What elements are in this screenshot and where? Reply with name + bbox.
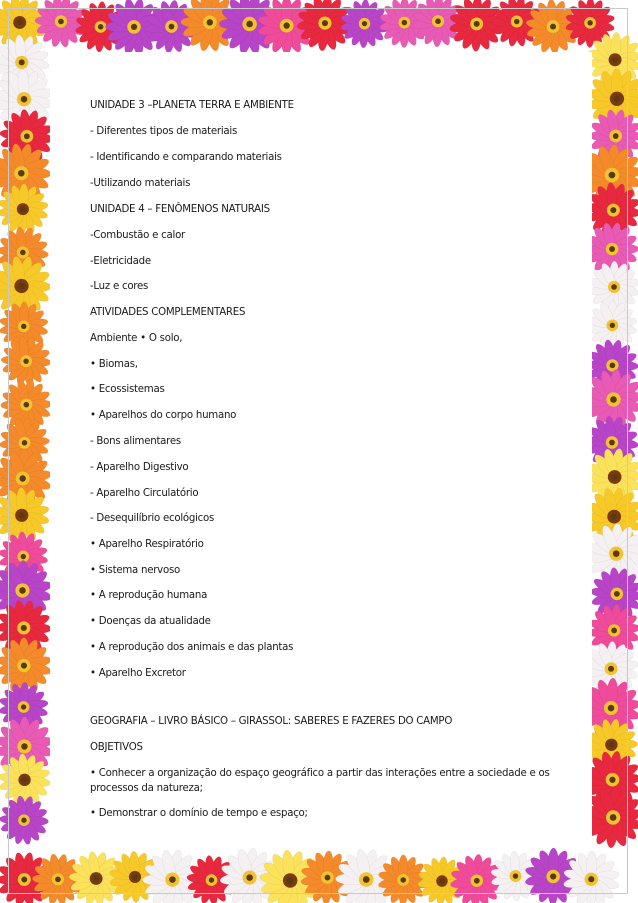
list-item: -Utilizando materiais bbox=[90, 178, 191, 189]
list-item: • Conhecer a organização do espaço geográfico a partir das interações entre a sociedade e os processos da natureza; bbox=[90, 768, 550, 794]
flower bbox=[587, 300, 638, 350]
list-item: - Diferentes tipos de materiais bbox=[90, 126, 238, 137]
heading-unit-3: UNIDADE 3 –PLANETA TERRA E AMBIENTE bbox=[90, 100, 294, 111]
list-item: • A reprodução humana bbox=[90, 590, 208, 601]
list-item: • A reprodução dos animais e das plantas bbox=[90, 642, 294, 653]
heading-objectives: OBJETIVOS bbox=[90, 742, 143, 753]
list-item: • Demonstrar o domínio de tempo e espaço; bbox=[90, 808, 308, 819]
list-item: • Aparelhos do corpo humano bbox=[90, 410, 237, 421]
list-item: - Bons alimentares bbox=[90, 436, 181, 447]
heading-unit-4: UNIDADE 4 – FENÔMENOS NATURAIS bbox=[90, 204, 270, 215]
heading-complementary: ATIVIDADES COMPLEMENTARES bbox=[90, 307, 246, 318]
list-item: • Aparelho Respiratório bbox=[90, 539, 204, 550]
list-item: -Eletricidade bbox=[90, 256, 151, 267]
list-item: • Ecossistemas bbox=[90, 384, 165, 395]
list-item: - Aparelho Digestivo bbox=[90, 462, 189, 473]
list-item: • Doenças da atualidade bbox=[90, 616, 211, 627]
list-item: - Identificando e comparando materiais bbox=[90, 152, 282, 163]
list-item: • Biomas, bbox=[90, 359, 138, 370]
list-item: • Aparelho Excretor bbox=[90, 668, 186, 679]
list-item: -Combustão e calor bbox=[90, 230, 185, 241]
list-item: • Sistema nervoso bbox=[90, 565, 180, 576]
list-item: - Aparelho Circulatório bbox=[90, 488, 199, 499]
heading-geography: GEOGRAFIA – LIVRO BÁSICO – GIRASSOL: SABERES E FAZERES DO CAMPO bbox=[90, 716, 453, 727]
list-item: - Desequilíbrio ecológicos bbox=[90, 513, 215, 524]
list-item: Ambiente • O solo, bbox=[90, 333, 183, 344]
flower bbox=[0, 795, 49, 845]
flower bbox=[449, 0, 505, 52]
list-item: -Luz e cores bbox=[90, 281, 149, 292]
flower bbox=[340, 0, 389, 48]
flower bbox=[1, 336, 52, 387]
